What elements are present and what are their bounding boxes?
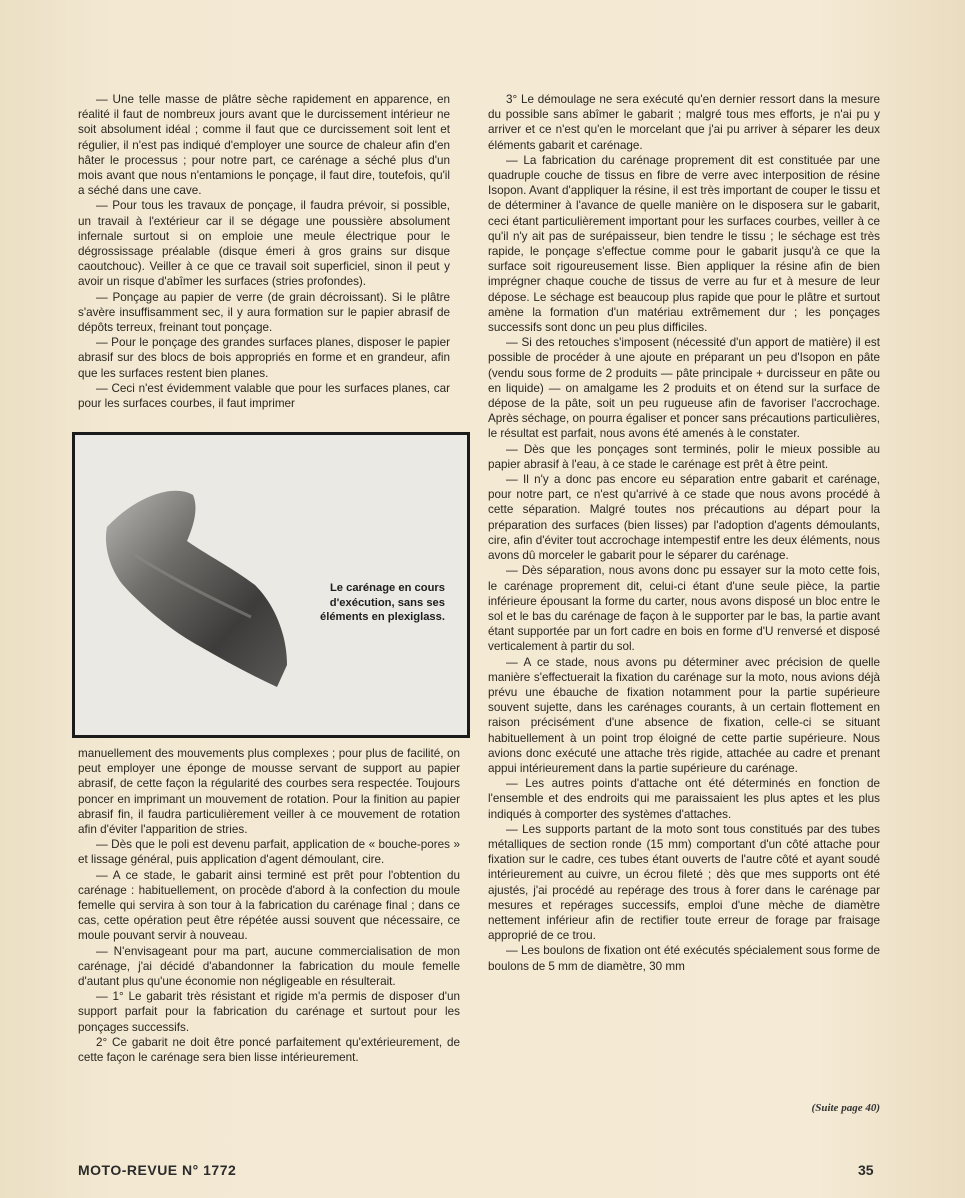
paragraph: — Les boulons de fixation ont été exécutés spécialement sous forme de boulons de 5 mm de diamètre, 30 mm [488, 944, 880, 973]
continued-note: (Suite page 40) [811, 1102, 880, 1114]
paragraph: manuellement des mouvements plus complexes ; pour plus de facilité, on peut employer une éponge de mousse servant de support au papier abrasif, de cette façon la régularité des courbes sera respectée. Toujours poncer en imprimant un mouvement de rotation. Pour la finition au papier abrasif fin, il faudra particulièrement veiller à ce mouvement de rotation afin d'éviter l'apparition de stries. [78, 747, 460, 837]
paragraph: — Une telle masse de plâtre sèche rapidement en apparence, en réalité il faut de nombreux jours avant que le durcissement intérieur ne soit absolument idéal ; comme il faut que ce durcissement soit lent et régulier, il n'est pas indiqué d'employer une source de chaleur afin d'en hâter le processus ; pour notre part, ce carénage a séché plus d'un mois avant que nous n'entamions le ponçage, il faut dire, toutefois, qu'il a séché dans une cave. [78, 93, 450, 198]
page-number: 35 [858, 1162, 874, 1178]
photo-caption: Le carénage en cours d'exécution, sans ses éléments en plexiglass. [320, 582, 445, 623]
paragraph: — A ce stade, le gabarit ainsi terminé est prêt pour l'obtention du carénage : habituellement, on procède d'abord à la confection du moule femelle qui servira à son tour à la fabrication du carénage final ; dans ce cas, cette opération peut être répétée aussi souvent que nécessaire, ce moule pouvant servir à nouveau. [78, 868, 460, 943]
paragraph: — Pour tous les travaux de ponçage, il faudra prévoir, si possible, un travail à l'extérieur car il se dégage une poussière absolument infernale surtout si on emploie une meule électrique pour le dégrossissage préalable (disque émeri à gros grains sur disque caoutchouc). Veiller à ce que ce travail soit superficiel, sinon il peut y avoir un risque d'abîmer les surfaces (stries profondes). [78, 199, 450, 289]
left-column-top [78, 92, 450, 410]
paragraph: — Ceci n'est évidemment valable que pour les surfaces planes, car pour les surfaces courbes, il faut imprimer [78, 381, 450, 410]
paragraph: — Pour le ponçage des grandes surfaces planes, disposer le papier abrasif sur des blocs de bois appropriés en forme et en grandeur, afin que les surfaces restent bien planes. [78, 336, 450, 380]
paragraph: — Si des retouches s'imposent (nécessité d'un apport de matière) il est possible de procéder à une ajoute en préparant un peu d'Isopon en pâte (vendu sous forme de 2 produits — pâte principale + durcisseur en pâte ou en liquide) — on amalgame les 2 produits et on étend sur la surface de dépose de la pâte, soit un peu rugueuse afin de favoriser l'accrochage. Après séchage, on pourra égaliser et poncer sans précautions particulières, le résultat est parfait, nous avons été amenés à le constater. [488, 336, 880, 441]
paragraph: — A ce stade, nous avons pu déterminer avec précision de quelle manière s'effectuerait la fixation du carénage sur la moto, nous avions déjà prévu une ébauche de fixation notamment pour la partie supérieure souvent sujette, dans les carénages courants, à un certain flottement en raison précisément d'une absence de fixation, celle-ci se situant habituellement à un point trop éloigné de cette partie supérieure. Nous avions donc exécuté une attache très rigide, attachée au cadre et prenant appui intérieurement dans la partie supérieure du carénage. [488, 655, 880, 775]
paragraph: — Les supports partant de la moto sont tous constitués par des tubes métalliques de section ronde (15 mm) comportant d'un côté attache pour fixation sur le cadre, ces tubes étant ouverts de l'autre côté et ayant soudé intérieurement au cuivre, un écrou fileté ; dès que mes supports ont été ajustés, j'ai procédé au repérage des trous à forer dans le carénage par mesures et repérages successifs, emploi d'une mèche de diamètre nettement inférieur afin de rectifier toute erreur de forage par fraisage approprié de ce trou. [488, 822, 880, 943]
paragraph: — Il n'y a donc pas encore eu séparation entre gabarit et carénage, pour notre part, ce n'est qu'arrivé à ce stade que nous avons procédé à cette séparation. Malgré toutes nos précautions au départ pour la préparation des surfaces (bien lisses) par l'adoption d'agents démoulants, cire, afin d'éviter tout accrochage intempestif entre les deux éléments, nous avons dû morceler le gabarit pour le séparer du carénage. [488, 473, 880, 563]
paragraph: — N'envisageant pour ma part, aucune commercialisation de mon carénage, j'ai décidé d'abandonner la fabrication du moule femelle d'autant plus qu'une économie non négligeable en résulterait. [78, 944, 460, 989]
paragraph: 2° Ce gabarit ne doit être poncé parfaitement qu'extérieurement, de cette façon le carénage sera bien lisse intérieurement. [78, 1035, 460, 1065]
paragraph: — Dès que le poli est devenu parfait, application de « bouche-pores » et lissage général, puis application d'agent démoulant, cire. [78, 838, 460, 867]
paragraph: — Dès séparation, nous avons donc pu essayer sur la moto cette fois, le carénage proprement dit, celui-ci étant d'une seule pièce, la partie inférieure épousant la forme du carter, nous avons disposé un bloc entre le sol et le bas du carénage de façon à le supporter par le bas, la partie avant étant supportée par un fort cadre en bois en forme d'U renversé et disposé verticalement à partir du sol. [488, 564, 880, 654]
paragraph: 3° Le démoulage ne sera exécuté qu'en dernier ressort dans la mesure du possible sans abîmer le gabarit ; malgré tous mes efforts, je n'ai pu y arriver et ce n'est qu'en le morcelant que j'ai pu arriver à séparer les deux éléments gabarit et carénage. [488, 93, 880, 152]
paragraph: — 1° Le gabarit très résistant et rigide m'a permis de disposer d'un support parfait pour la fabrication du carénage et surtout pour les ponçages successifs. [78, 990, 460, 1034]
right-column [488, 92, 880, 1118]
left-column-bottom [78, 746, 460, 1118]
paragraph: — Ponçage au papier de verre (de grain décroissant). Si le plâtre s'avère insuffisamment sec, il y aura formation sur le papier abrasif de dépôts terreux, freinant tout ponçage. [78, 290, 450, 335]
paragraph: — La fabrication du carénage proprement dit est constituée par une quadruple couche de tissus en fibre de verre avec interposition de résine Isopon. Avant d'appliquer la résine, il est très important de couper le tissu et de déterminer à l'avance de quelle manière on le disposera sur le gabarit, ceci étant particulièrement important pour les surfaces courbes, veiller à ce qu'il n'y ait pas de surépaisseur, bien tendre le tissu ; le séchage est très rapide, le ponçage s'effectue comme pour le gabarit jusqu'à ce que la surface soit rigoureusement lisse. Bien appliquer la résine afin de bien imprégner chaque couche de tissus de verre au fur et à mesure de leur dépose. Le séchage est beaucoup plus rapide que pour le plâtre et surtout amène la formation d'un matériau extrêmement dur ; les ponçages successifs sont donc un peu plus difficiles. [488, 153, 880, 335]
paragraph: — Les autres points d'attache ont été déterminés en fonction de l'ensemble et des endroits qui me paraissaient les plus aptes et les plus indiqués à comporter des systèmes d'attaches. [488, 777, 880, 821]
paragraph: — Dès que les ponçages sont terminés, polir le mieux possible au papier abrasif à l'eau, à ce stade le carénage est prêt à être peint. [488, 442, 880, 471]
footer-magazine-title: MOTO-REVUE N° 1772 [78, 1162, 237, 1178]
photo-frame [72, 432, 470, 738]
